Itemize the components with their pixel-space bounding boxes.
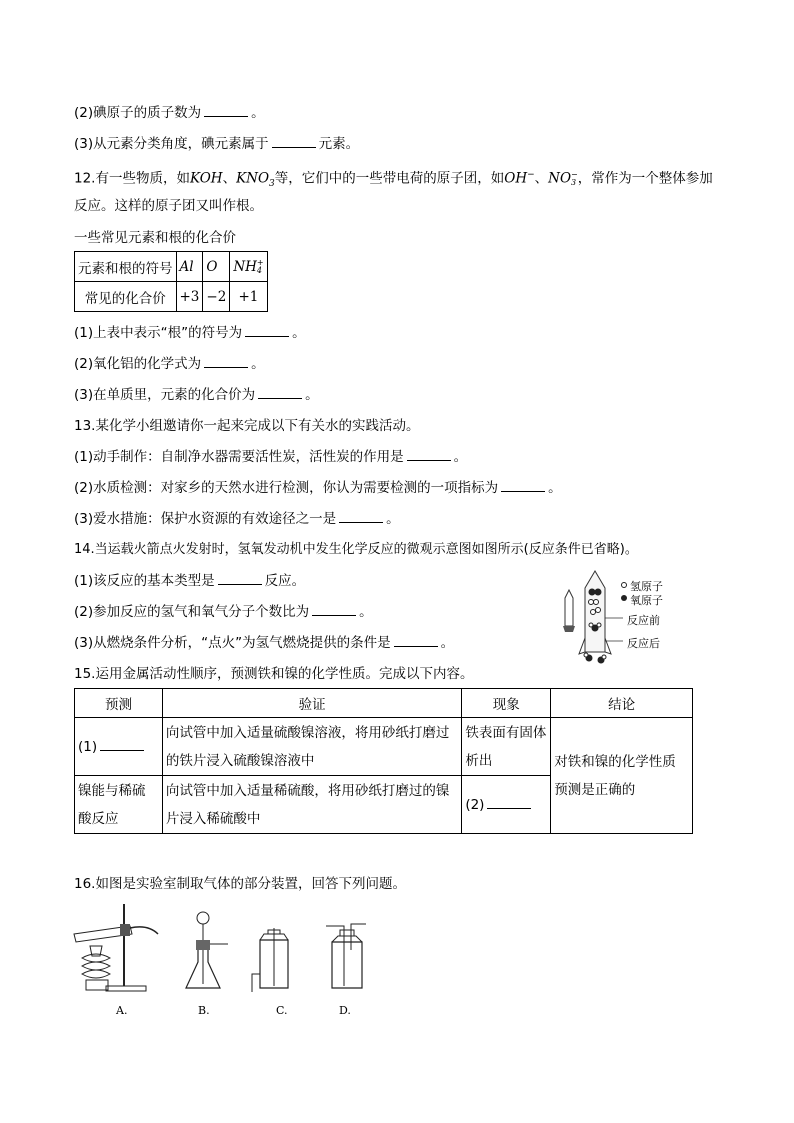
q13-part3: (3)爱水措施：保护水资源的有效途径之一是 。 [74, 511, 400, 527]
conclusion-cell: 对铁和镍的化学性质预测是正确的 [551, 718, 693, 834]
rocket-reaction-figure [555, 568, 690, 670]
metal-activity-table [74, 688, 693, 834]
answer-blank [204, 355, 248, 368]
header-phenomenon: 现象 [462, 689, 551, 718]
q16-intro: 16.如图是实验室制取气体的部分装置，回答下列问题。 [74, 876, 406, 892]
rocket-diagram-icon [555, 568, 690, 670]
label-before-reaction: 反应前 [627, 614, 660, 627]
table-header-cell: 常见的化合价 [75, 282, 177, 312]
symbol-al: Al [176, 252, 203, 282]
apparatus-label-a: A. [116, 1004, 128, 1017]
q12-part1: (1)上表中表示“根”的符号为 。 [74, 325, 306, 341]
answer-blank [407, 448, 451, 461]
answer-blank [100, 738, 144, 751]
answer-blank [218, 572, 262, 585]
q13-intro: 13.某化学小组邀请你一起来完成以下有关水的实践活动。 [74, 418, 420, 434]
q13-part1: (1)动手制作：自制净水器需要活性炭，活性炭的作用是 。 [74, 449, 468, 465]
phenomenon-cell-1: 铁表面有固体析出 [462, 718, 551, 776]
answer-blank [204, 104, 248, 117]
answer-blank [258, 386, 302, 399]
symbol-nh4: NH + 4 [230, 252, 267, 282]
valence-nh4: +1 [230, 282, 267, 312]
q11-part2: (2)碘原子的质子数为 。 [74, 105, 265, 121]
lab-apparatus-icon [68, 900, 368, 1000]
valence-al: +3 [176, 282, 203, 312]
legend-oxygen: 氧原子 [630, 594, 663, 607]
q15-intro: 15.运用金属活动性顺序，预测铁和镍的化学性质。完成以下内容。 [74, 666, 474, 682]
valence-o: −2 [203, 282, 230, 312]
q14-part3: (3)从燃烧条件分析，“点火”为氢气燃烧提供的条件是 。 [74, 635, 455, 651]
answer-blank [394, 634, 438, 647]
verification-cell-1: 向试管中加入适量硫酸镍溶液，将用砂纸打磨过的铁片浸入硫酸镍溶液中 [162, 718, 461, 776]
lab-apparatus-figure [68, 900, 368, 1025]
answer-blank [312, 603, 356, 616]
verification-cell-2: 向试管中加入适量稀硫酸，将用砂纸打磨过的镍片浸入稀硫酸中 [162, 776, 461, 834]
header-conclusion: 结论 [551, 689, 693, 718]
answer-blank [272, 135, 316, 148]
answer-blank [487, 796, 531, 809]
q12-part3: (3)在单质里，元素的化合价为 。 [74, 387, 319, 403]
q12-intro-line2: 反应。这样的原子团又叫作根。 [74, 198, 263, 214]
apparatus-label-b: B. [198, 1004, 210, 1017]
symbol-o: O [203, 252, 230, 282]
q12-intro-line1: 12.有一些物质，如KOH、$KNO_3$等，它们中的一些带电荷的原子团，如OH−、NO − 3 ，常作为一个整体参加 [74, 169, 713, 190]
apparatus-label-d: D. [339, 1004, 351, 1017]
q13-part2: (2)水质检测：对家乡的天然水进行检测，你认为需要检测的一项指标为 。 [74, 480, 562, 496]
q14-part1: (1)该反应的基本类型是 反应。 [74, 573, 306, 589]
answer-blank [245, 324, 289, 337]
header-verification: 验证 [162, 689, 461, 718]
q14-part2: (2)参加反应的氢气和氧气分子个数比为 。 [74, 604, 373, 620]
q14-intro: 14.当运载火箭点火发射时，氢氧发动机中发生化学反应的微观示意图如图所示(反应条件已省略)。 [74, 542, 638, 557]
table-header-cell: 元素和根的符号 [75, 252, 177, 282]
label-after-reaction: 反应后 [627, 637, 660, 650]
answer-blank [501, 479, 545, 492]
q12-table-caption: 一些常见元素和根的化合价 [74, 230, 236, 246]
q12-part2: (2)氧化铝的化学式为 。 [74, 356, 265, 372]
apparatus-label-c: C. [276, 1004, 288, 1017]
answer-blank [339, 510, 383, 523]
legend-hydrogen: 氢原子 [630, 580, 663, 593]
header-prediction: 预测 [75, 689, 163, 718]
phenomenon-cell-2: (2) [462, 776, 551, 834]
prediction-cell-1: (1) [75, 718, 163, 776]
q11-part3: (3)从元素分类角度，碘元素属于 元素。 [74, 136, 360, 152]
valence-table [74, 251, 268, 312]
prediction-cell-2: 镍能与稀硫酸反应 [75, 776, 163, 834]
